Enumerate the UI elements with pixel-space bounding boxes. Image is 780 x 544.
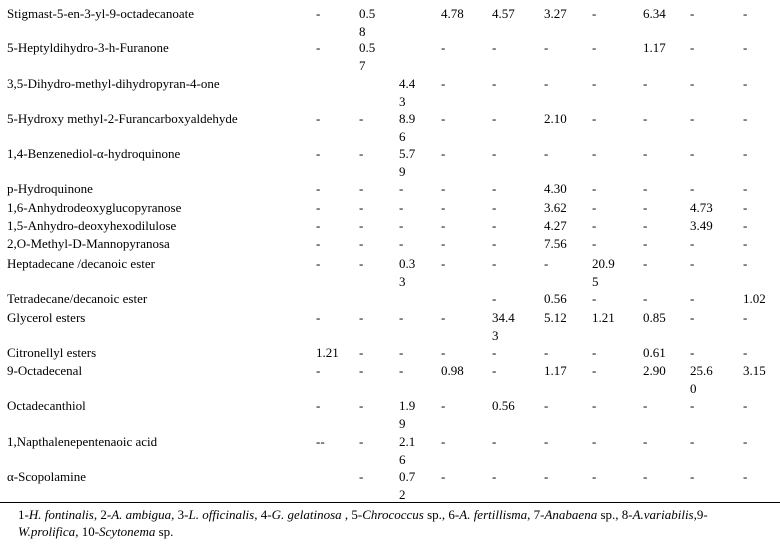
compound-name: Octadecanthiol xyxy=(7,398,86,413)
value-cell: - xyxy=(316,363,321,378)
value-cell: - xyxy=(492,256,497,271)
value-cell: - xyxy=(643,218,648,233)
value-cell: - xyxy=(441,181,446,196)
value-cell: - xyxy=(743,76,748,91)
value-cell: - xyxy=(690,345,695,360)
footnote-text: , 7- xyxy=(527,507,545,522)
value-cell: - xyxy=(743,181,748,196)
value-cell: - xyxy=(643,146,648,161)
value-cell: - xyxy=(643,398,648,413)
value-cell: 0.3 3 xyxy=(399,256,416,289)
value-cell: 1.02 xyxy=(743,291,766,306)
footnote-species: H. fontinalis xyxy=(28,507,94,522)
value-cell: 4.4 3 xyxy=(399,76,416,109)
value-cell: - xyxy=(592,146,597,161)
value-cell: - xyxy=(359,111,364,126)
table-bottom-rule xyxy=(0,502,780,503)
footnote-species: W.prolifica xyxy=(18,524,76,539)
value-cell: - xyxy=(643,291,648,306)
value-cell: - xyxy=(492,218,497,233)
compound-name: Tetradecane/decanoic ester xyxy=(7,291,148,306)
value-cell: - xyxy=(743,256,748,271)
value-cell: - xyxy=(592,469,597,484)
value-cell: - xyxy=(690,310,695,325)
value-cell: - xyxy=(643,111,648,126)
value-cell: - xyxy=(316,218,321,233)
compound-name: 5-Hydroxy methyl-2-Furancarboxyaldehyde xyxy=(7,111,238,126)
value-cell: - xyxy=(399,218,404,233)
value-cell: - xyxy=(399,236,404,251)
value-cell: - xyxy=(643,256,648,271)
footnote-species: Anabaena xyxy=(544,507,598,522)
value-cell: - xyxy=(441,345,446,360)
value-cell: - xyxy=(544,469,549,484)
footnote-species: A.variabilis xyxy=(632,507,694,522)
value-cell: - xyxy=(441,200,446,215)
value-cell: 0.7 2 xyxy=(399,469,416,502)
value-cell: - xyxy=(399,200,404,215)
value-cell: - xyxy=(743,40,748,55)
value-cell: - xyxy=(316,181,321,196)
footnote-text: , 2- xyxy=(93,507,112,522)
value-cell: - xyxy=(743,345,748,360)
value-cell: 1.9 9 xyxy=(399,398,416,431)
value-cell: 25.6 0 xyxy=(690,363,713,396)
value-cell: - xyxy=(492,76,497,91)
value-cell: - xyxy=(643,76,648,91)
value-cell: - xyxy=(492,345,497,360)
value-cell: 0.5 7 xyxy=(359,40,376,73)
value-cell: - xyxy=(690,40,695,55)
value-cell: 3.49 xyxy=(690,218,713,233)
compound-name: 1,5-Anhydro-deoxyhexodilulose xyxy=(7,218,177,233)
value-cell: 2.1 6 xyxy=(399,434,416,467)
value-cell: - xyxy=(643,434,648,449)
value-cell: - xyxy=(643,200,648,215)
compound-name: Citronellyl esters xyxy=(7,345,97,360)
value-cell: 4.57 xyxy=(492,6,515,21)
value-cell: - xyxy=(492,146,497,161)
value-cell: - xyxy=(544,434,549,449)
value-cell: - xyxy=(690,434,695,449)
value-cell: - xyxy=(592,218,597,233)
value-cell: - xyxy=(316,398,321,413)
value-cell: - xyxy=(441,146,446,161)
value-cell: 1.21 xyxy=(592,310,615,325)
footnote-text: sp., 6- xyxy=(423,507,460,522)
value-cell: - xyxy=(690,291,695,306)
value-cell: - xyxy=(399,310,404,325)
value-cell: - xyxy=(592,345,597,360)
value-cell: 0.61 xyxy=(643,345,666,360)
compound-name: 2,O-Methyl-D-Mannopyranosa xyxy=(7,236,170,251)
compound-name: 1,6-Anhydrodeoxyglucopyranose xyxy=(7,200,182,215)
value-cell: - xyxy=(316,40,321,55)
value-cell: - xyxy=(544,76,549,91)
value-cell: - xyxy=(544,345,549,360)
value-cell: - xyxy=(592,200,597,215)
value-cell: - xyxy=(359,181,364,196)
value-cell: - xyxy=(359,363,364,378)
compound-name: Stigmast-5-en-3-yl-9-octadecanoate xyxy=(7,6,194,21)
value-cell: 34.4 3 xyxy=(492,310,515,343)
value-cell: -- xyxy=(316,434,325,449)
value-cell: - xyxy=(441,111,446,126)
value-cell: - xyxy=(441,310,446,325)
value-cell: 0.56 xyxy=(492,398,515,413)
value-cell: - xyxy=(441,469,446,484)
value-cell: - xyxy=(544,146,549,161)
value-cell: 4.78 xyxy=(441,6,464,21)
footnote-species: G. gelatinosa xyxy=(271,507,342,522)
value-cell: 4.73 xyxy=(690,200,713,215)
value-cell: - xyxy=(441,218,446,233)
compound-name: Heptadecane /decanoic ester xyxy=(7,256,155,271)
value-cell: - xyxy=(743,434,748,449)
footnote-text: , 5- xyxy=(341,507,363,522)
value-cell: - xyxy=(492,434,497,449)
footnote-text: , 4- xyxy=(254,507,272,522)
value-cell: - xyxy=(592,40,597,55)
value-cell: - xyxy=(316,6,321,21)
compound-name: 5-Heptyldihydro-3-h-Furanone xyxy=(7,40,169,55)
value-cell: 3.27 xyxy=(544,6,567,21)
value-cell: - xyxy=(544,398,549,413)
value-cell: - xyxy=(492,40,497,55)
value-cell: - xyxy=(359,146,364,161)
value-cell: 1.17 xyxy=(643,40,666,55)
value-cell: - xyxy=(690,256,695,271)
value-cell: - xyxy=(690,236,695,251)
footnote-species: A. ambigua xyxy=(111,507,172,522)
value-cell: - xyxy=(492,291,497,306)
value-cell: - xyxy=(544,256,549,271)
value-cell: - xyxy=(743,310,748,325)
value-cell: - xyxy=(441,236,446,251)
value-cell: - xyxy=(359,200,364,215)
footnote-species: A. fertillisma xyxy=(459,507,528,522)
compound-name: 3,5-Dihydro-methyl-dihydropyran-4-one xyxy=(7,76,220,91)
value-cell: - xyxy=(359,256,364,271)
value-cell: - xyxy=(690,76,695,91)
compound-name: α-Scopolamine xyxy=(7,469,87,484)
value-cell: 0.98 xyxy=(441,363,464,378)
value-cell: 20.9 5 xyxy=(592,256,615,289)
value-cell: 5.12 xyxy=(544,310,567,325)
value-cell: - xyxy=(441,256,446,271)
value-cell: - xyxy=(441,398,446,413)
value-cell: - xyxy=(743,6,748,21)
value-cell: - xyxy=(592,291,597,306)
footnote-text: , 3- xyxy=(171,507,189,522)
value-cell: - xyxy=(492,111,497,126)
value-cell: - xyxy=(690,181,695,196)
footnote-text: 1- xyxy=(18,507,29,522)
value-cell: - xyxy=(316,236,321,251)
compound-name: Glycerol esters xyxy=(7,310,86,325)
value-cell: - xyxy=(690,111,695,126)
value-cell: - xyxy=(544,40,549,55)
value-cell: - xyxy=(643,181,648,196)
value-cell: - xyxy=(743,146,748,161)
value-cell: - xyxy=(743,111,748,126)
value-cell: - xyxy=(399,363,404,378)
value-cell: 0.5 8 xyxy=(359,6,376,39)
value-cell: - xyxy=(592,434,597,449)
value-cell: - xyxy=(743,200,748,215)
value-cell: 6.34 xyxy=(643,6,666,21)
value-cell: 2.10 xyxy=(544,111,567,126)
value-cell: - xyxy=(316,256,321,271)
value-cell: - xyxy=(359,345,364,360)
footnote-species: L. officinalis xyxy=(188,507,255,522)
footnote-text: sp. xyxy=(155,524,174,539)
footnote-species: Chrococcus xyxy=(362,507,424,522)
compound-name: p-Hydroquinone xyxy=(7,181,93,196)
species-footnote xyxy=(18,506,768,540)
value-cell: 3.15 xyxy=(743,363,766,378)
compound-name: 9-Octadecenal xyxy=(7,363,83,378)
value-cell: - xyxy=(316,310,321,325)
value-cell: - xyxy=(743,218,748,233)
value-cell: 0.85 xyxy=(643,310,666,325)
value-cell: - xyxy=(592,181,597,196)
value-cell: - xyxy=(359,218,364,233)
value-cell: - xyxy=(492,363,497,378)
value-cell: - xyxy=(643,236,648,251)
value-cell: - xyxy=(592,236,597,251)
value-cell: - xyxy=(492,236,497,251)
value-cell: - xyxy=(592,398,597,413)
value-cell: - xyxy=(592,76,597,91)
value-cell: - xyxy=(592,6,597,21)
value-cell: - xyxy=(643,469,648,484)
value-cell: - xyxy=(399,345,404,360)
value-cell: - xyxy=(492,469,497,484)
value-cell: - xyxy=(441,434,446,449)
footnote-text: ,9- xyxy=(693,507,708,522)
value-cell: - xyxy=(399,181,404,196)
value-cell: - xyxy=(592,111,597,126)
value-cell: - xyxy=(492,200,497,215)
value-cell: - xyxy=(743,398,748,413)
value-cell: - xyxy=(492,181,497,196)
value-cell: - xyxy=(743,236,748,251)
footnote-text: , 10- xyxy=(75,524,100,539)
value-cell: - xyxy=(743,469,748,484)
value-cell: 4.27 xyxy=(544,218,567,233)
value-cell: - xyxy=(441,40,446,55)
value-cell: - xyxy=(359,310,364,325)
value-cell: - xyxy=(316,111,321,126)
value-cell: 2.90 xyxy=(643,363,666,378)
value-cell: 0.56 xyxy=(544,291,567,306)
value-cell: - xyxy=(441,76,446,91)
footnote-text: sp., 8- xyxy=(597,507,633,522)
footnote-species: Scytonema xyxy=(99,524,156,539)
value-cell: - xyxy=(690,398,695,413)
value-cell: - xyxy=(316,200,321,215)
value-cell: 1.17 xyxy=(544,363,567,378)
value-cell: - xyxy=(359,469,364,484)
value-cell: 7.56 xyxy=(544,236,567,251)
value-cell: 1.21 xyxy=(316,345,339,360)
value-cell: - xyxy=(359,398,364,413)
value-cell: 4.30 xyxy=(544,181,567,196)
value-cell: - xyxy=(690,469,695,484)
compound-name: 1,4-Benzenediol-α-hydroquinone xyxy=(7,146,181,161)
value-cell: - xyxy=(359,236,364,251)
value-cell: - xyxy=(690,146,695,161)
compound-name: 1,Napthalenepentenaoic acid xyxy=(7,434,158,449)
value-cell: - xyxy=(359,434,364,449)
value-cell: - xyxy=(316,146,321,161)
value-cell: 5.7 9 xyxy=(399,146,416,179)
value-cell: 3.62 xyxy=(544,200,567,215)
value-cell: - xyxy=(592,363,597,378)
value-cell: - xyxy=(690,6,695,21)
value-cell: 8.9 6 xyxy=(399,111,416,144)
